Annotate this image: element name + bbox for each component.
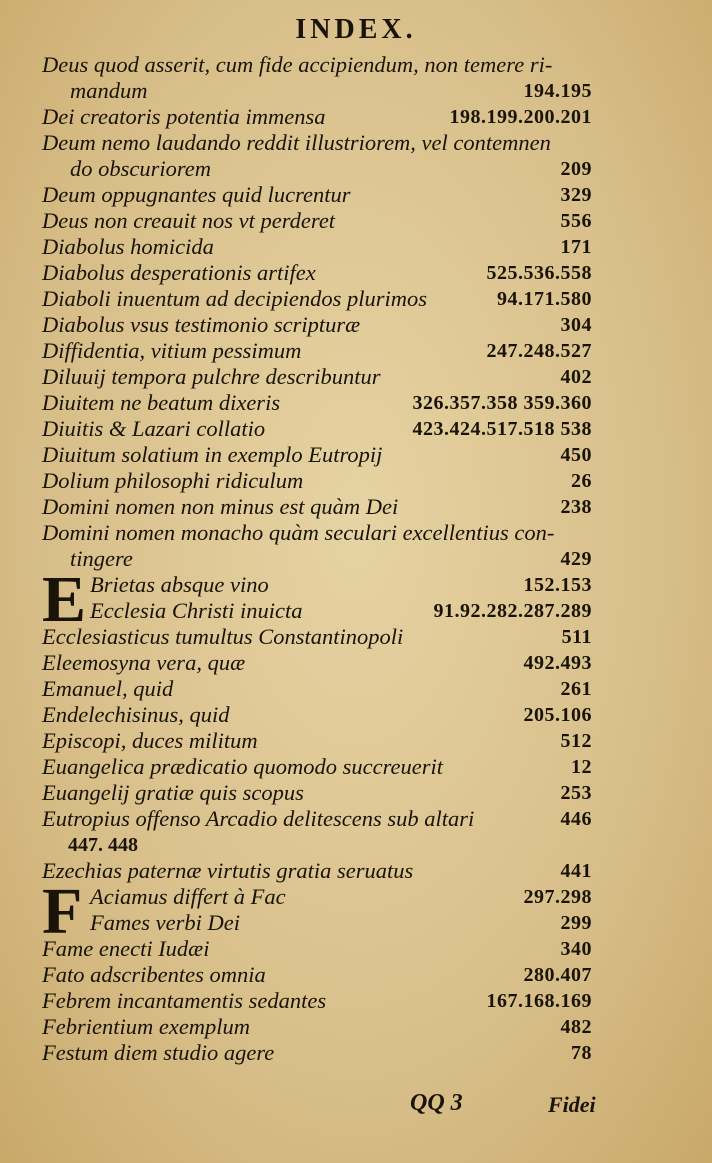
page-references: 205.106 — [523, 704, 592, 726]
entry-continuation: mandum — [70, 78, 148, 103]
index-entry — [42, 130, 592, 182]
index-entry — [42, 312, 592, 338]
index-entry — [42, 182, 592, 208]
page-references: 280.407 — [523, 964, 592, 986]
entry-text: Diabolus homicida — [42, 234, 214, 259]
index-entry — [42, 520, 592, 572]
page-references: 94.171.580 — [497, 288, 592, 310]
index-entry — [42, 286, 592, 312]
entry-text: Diuitem ne beatum dixeris — [42, 390, 281, 415]
signature-mark: QQ 3 — [410, 1090, 463, 1116]
page-references: 556 — [560, 210, 592, 232]
section-f-opening — [42, 875, 592, 948]
index-entry — [42, 572, 592, 598]
entry-text: Febrem incantamentis sedantes — [42, 988, 327, 1013]
index-entry — [42, 624, 592, 650]
index-entry — [42, 780, 592, 806]
index-entry — [42, 754, 592, 780]
page-references: 297.298 — [523, 886, 592, 908]
index-entry — [42, 728, 592, 754]
entry-text: Episcopi, duces militum — [42, 728, 258, 753]
index-entry — [42, 936, 592, 962]
entry-text: Fato adscribentes omnia — [42, 962, 266, 987]
index-entries — [42, 52, 592, 1066]
entry-text: Domini nomen monacho quàm seculari excellentius con- — [42, 520, 555, 545]
index-entry — [42, 234, 592, 260]
entry-continuation: do obscuriorem — [70, 156, 212, 181]
index-entry — [42, 702, 592, 728]
page-references: 238 — [560, 496, 592, 518]
entry-text: Festum diem studio agere — [42, 1040, 275, 1065]
page-references: 167.168.169 — [486, 990, 592, 1012]
page-references: 441 — [560, 860, 592, 882]
page-references: 304 — [560, 314, 592, 336]
index-entry — [42, 260, 592, 286]
index-entry — [42, 676, 592, 702]
entry-text: Brietas absque vino — [90, 572, 269, 597]
index-entry — [42, 1040, 592, 1066]
page-references: 91.92.282.287.289 — [433, 600, 592, 622]
entry-text: Aciamus differt à Fac — [90, 884, 286, 909]
entry-text: Deus non creauit nos vt perderet — [42, 208, 336, 233]
entry-text: Euangelica prædicatio quomodo succreuerit — [42, 754, 443, 779]
entry-text: Diabolus vsus testimonio scripturæ — [42, 312, 361, 337]
entry-text: Emanuel, quid — [42, 676, 174, 701]
index-entry — [42, 988, 592, 1014]
entry-text: Dolium philosophi ridiculum — [42, 468, 304, 493]
page-references: 512 — [560, 730, 592, 752]
index-entry — [42, 208, 592, 234]
entry-text: Febrientium exemplum — [42, 1014, 251, 1039]
entry-text: Deus quod asserit, cum fide accipiendum, non temere ri- — [42, 52, 553, 77]
drop-initial-f: F — [42, 875, 83, 948]
page-references: 340 — [560, 938, 592, 960]
page-references: 26 — [571, 470, 592, 492]
entry-text: Eleemosyna vera, quæ — [42, 650, 246, 675]
page-references: 429 — [560, 548, 592, 570]
page-references: 247.248.527 — [486, 340, 592, 362]
entry-text: Diabolus desperationis artifex — [42, 260, 316, 285]
page-references: 78 — [571, 1042, 592, 1064]
page-references: 261 — [560, 678, 592, 700]
page-references: 423.424.517.518 538 — [412, 418, 592, 440]
entry-text: Eutropius offenso Arcadio delitescens sub altari — [42, 806, 475, 831]
index-entry — [42, 962, 592, 988]
index-entry — [42, 806, 592, 858]
index-entry — [42, 52, 592, 104]
group-e-entries — [42, 572, 592, 624]
entry-text: Domini nomen non minus est quàm Dei — [42, 494, 399, 519]
entries-e — [42, 624, 592, 884]
entry-text: Ecclesiasticus tumultus Constantinopoli — [42, 624, 404, 649]
entry-text: Ezechias paternæ virtutis gratia seruatus — [42, 858, 414, 883]
page-references: 299 — [560, 912, 592, 934]
index-entry — [42, 650, 592, 676]
index-entry — [42, 494, 592, 520]
page-references: 402 — [560, 366, 592, 388]
drop-initial-e: E — [42, 563, 87, 636]
entry-text: Ecclesia Christi inuicta — [90, 598, 303, 623]
entry-text: Euangelij gratiæ quis scopus — [42, 780, 304, 805]
page-references: 12 — [571, 756, 592, 778]
index-entry — [42, 338, 592, 364]
entry-text: Diffidentia, vitium pessimum — [42, 338, 302, 363]
entry-text: Fames verbi Dei — [90, 910, 240, 935]
page-references: 492.493 — [523, 652, 592, 674]
entries-f — [42, 936, 592, 1066]
index-entry — [42, 442, 592, 468]
entry-text: Diuitis & Lazari collatio — [42, 416, 266, 441]
section-e-opening — [42, 563, 592, 636]
index-entry — [42, 416, 592, 442]
index-entry — [42, 468, 592, 494]
index-entry — [42, 364, 592, 390]
entry-text: Deum nemo laudando reddit illustriorem, vel contemnen — [42, 130, 551, 155]
page-references: 194.195 — [523, 80, 592, 102]
catchword: Fidei — [548, 1092, 596, 1117]
page-references: 209 — [560, 158, 592, 180]
page-references: 525.536.558 — [486, 262, 592, 284]
index-entry — [42, 910, 592, 936]
page-references: 171 — [560, 236, 592, 258]
entry-text: Endelechisinus, quid — [42, 702, 230, 727]
page-footer — [0, 1090, 712, 1122]
index-entry — [42, 390, 592, 416]
entry-text: Fame enecti Iudæi — [42, 936, 210, 961]
page-references: 253 — [560, 782, 592, 804]
index-entry — [42, 884, 592, 910]
index-entry — [42, 858, 592, 884]
entry-text: Diluuij tempora pulchre describuntur — [42, 364, 381, 389]
entry-continuation: 447. 448 — [68, 834, 138, 856]
page-references: 482 — [560, 1016, 592, 1038]
page-references: 152.153 — [523, 574, 592, 596]
group-f-entries — [42, 884, 592, 936]
entries-d — [42, 52, 592, 572]
page-header: INDEX. — [295, 14, 417, 45]
entry-continuation: tingere — [70, 546, 133, 571]
page-references: 329 — [560, 184, 592, 206]
page-references: 446 — [560, 808, 592, 830]
page-references: 450 — [560, 444, 592, 466]
index-entry — [42, 598, 592, 624]
page-references: 326.357.358 359.360 — [412, 392, 592, 414]
index-entry — [42, 1014, 592, 1040]
entry-text: Deum oppugnantes quid lucrentur — [42, 182, 351, 207]
entry-text: Diuitum solatium in exemplo Eutropij — [42, 442, 383, 467]
page-references: 198.199.200.201 — [449, 106, 592, 128]
index-entry — [42, 104, 592, 130]
entry-text: Diaboli inuentum ad decipiendos plurimos — [42, 286, 427, 311]
entry-text: Dei creatoris potentia immensa — [42, 104, 326, 129]
page-references: 511 — [561, 626, 592, 648]
